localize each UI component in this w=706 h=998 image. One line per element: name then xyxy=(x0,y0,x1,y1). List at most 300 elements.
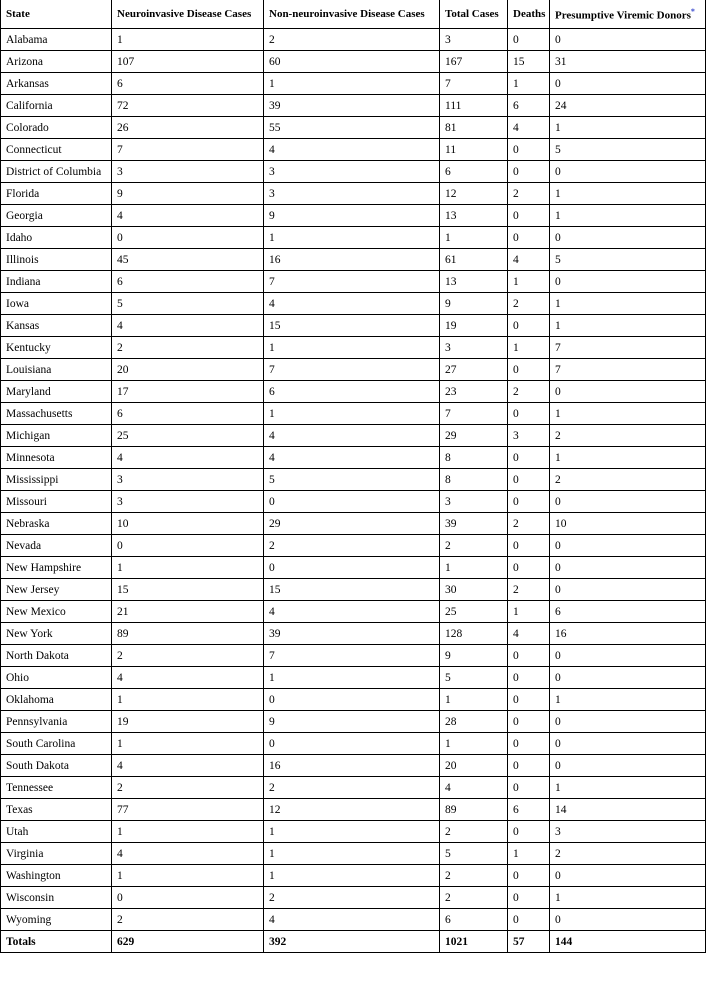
header-neuroinvasive: Neuroinvasive Disease Cases xyxy=(112,0,264,29)
cell-state: Louisiana xyxy=(1,359,112,381)
table-row xyxy=(1,117,706,139)
cell-non-neuroinvasive: 9 xyxy=(264,205,440,227)
header-non-neuroinvasive: Non-neuroinvasive Disease Cases xyxy=(264,0,440,29)
cell-total-cases: 1 xyxy=(440,227,508,249)
cell-state: Wyoming xyxy=(1,909,112,931)
header-deaths: Deaths xyxy=(508,0,550,29)
cell-state: Ohio xyxy=(1,667,112,689)
table-row xyxy=(1,711,706,733)
cell-state: South Dakota xyxy=(1,755,112,777)
table-row xyxy=(1,227,706,249)
cell-state: Alabama xyxy=(1,29,112,51)
cell-deaths: 2 xyxy=(508,579,550,601)
table-row xyxy=(1,601,706,623)
cell-total-cases: 1021 xyxy=(440,931,508,953)
cell-deaths: 6 xyxy=(508,799,550,821)
cell-non-neuroinvasive: 6 xyxy=(264,381,440,403)
cell-non-neuroinvasive: 0 xyxy=(264,689,440,711)
cell-total-cases: 13 xyxy=(440,271,508,293)
cell-viremic-donors: 0 xyxy=(550,755,706,777)
cell-state: Idaho xyxy=(1,227,112,249)
cell-total-cases: 28 xyxy=(440,711,508,733)
cell-viremic-donors: 0 xyxy=(550,733,706,755)
table-row xyxy=(1,51,706,73)
cell-non-neuroinvasive: 4 xyxy=(264,139,440,161)
cell-state: Tennessee xyxy=(1,777,112,799)
cell-neuroinvasive: 20 xyxy=(112,359,264,381)
cell-total-cases: 13 xyxy=(440,205,508,227)
cell-state: District of Columbia xyxy=(1,161,112,183)
cell-viremic-donors: 1 xyxy=(550,403,706,425)
cell-total-cases: 23 xyxy=(440,381,508,403)
cell-non-neuroinvasive: 0 xyxy=(264,491,440,513)
cell-neuroinvasive: 1 xyxy=(112,29,264,51)
cell-deaths: 1 xyxy=(508,337,550,359)
cell-state: North Dakota xyxy=(1,645,112,667)
cell-viremic-donors: 31 xyxy=(550,51,706,73)
table-row xyxy=(1,535,706,557)
cell-viremic-donors: 7 xyxy=(550,337,706,359)
cell-total-cases: 2 xyxy=(440,535,508,557)
table-row xyxy=(1,73,706,95)
cell-total-cases: 3 xyxy=(440,491,508,513)
cell-total-cases: 29 xyxy=(440,425,508,447)
cell-total-cases: 11 xyxy=(440,139,508,161)
cell-viremic-donors: 6 xyxy=(550,601,706,623)
cell-neuroinvasive: 2 xyxy=(112,337,264,359)
cell-deaths: 0 xyxy=(508,733,550,755)
cell-non-neuroinvasive: 1 xyxy=(264,73,440,95)
cell-neuroinvasive: 19 xyxy=(112,711,264,733)
table-row xyxy=(1,557,706,579)
cell-viremic-donors: 0 xyxy=(550,29,706,51)
cell-neuroinvasive: 107 xyxy=(112,51,264,73)
cell-deaths: 0 xyxy=(508,491,550,513)
cell-neuroinvasive: 1 xyxy=(112,821,264,843)
cell-total-cases: 89 xyxy=(440,799,508,821)
table-row xyxy=(1,293,706,315)
cell-non-neuroinvasive: 7 xyxy=(264,359,440,381)
cell-viremic-donors: 1 xyxy=(550,689,706,711)
cell-neuroinvasive: 1 xyxy=(112,689,264,711)
cell-viremic-donors: 0 xyxy=(550,711,706,733)
cell-viremic-donors: 0 xyxy=(550,271,706,293)
cell-state: Georgia xyxy=(1,205,112,227)
cell-total-cases: 9 xyxy=(440,645,508,667)
table-row xyxy=(1,315,706,337)
cell-non-neuroinvasive: 12 xyxy=(264,799,440,821)
table-row xyxy=(1,403,706,425)
table-row xyxy=(1,491,706,513)
cell-neuroinvasive: 6 xyxy=(112,271,264,293)
cell-non-neuroinvasive: 392 xyxy=(264,931,440,953)
cell-total-cases: 81 xyxy=(440,117,508,139)
cell-state: Nebraska xyxy=(1,513,112,535)
table-row xyxy=(1,777,706,799)
cell-viremic-donors: 1 xyxy=(550,777,706,799)
cell-non-neuroinvasive: 4 xyxy=(264,293,440,315)
cell-state: Texas xyxy=(1,799,112,821)
cell-non-neuroinvasive: 55 xyxy=(264,117,440,139)
cell-deaths: 0 xyxy=(508,535,550,557)
cell-neuroinvasive: 2 xyxy=(112,777,264,799)
cell-deaths: 0 xyxy=(508,711,550,733)
cell-neuroinvasive: 21 xyxy=(112,601,264,623)
cell-non-neuroinvasive: 2 xyxy=(264,887,440,909)
cell-non-neuroinvasive: 15 xyxy=(264,315,440,337)
cell-deaths: 4 xyxy=(508,623,550,645)
cell-neuroinvasive: 15 xyxy=(112,579,264,601)
header-total-cases: Total Cases xyxy=(440,0,508,29)
cell-state: Connecticut xyxy=(1,139,112,161)
table-row xyxy=(1,865,706,887)
cell-deaths: 0 xyxy=(508,557,550,579)
cell-deaths: 3 xyxy=(508,425,550,447)
cell-deaths: 0 xyxy=(508,689,550,711)
cell-neuroinvasive: 72 xyxy=(112,95,264,117)
cell-neuroinvasive: 77 xyxy=(112,799,264,821)
cell-state: Mississippi xyxy=(1,469,112,491)
cell-state: Kansas xyxy=(1,315,112,337)
cell-non-neuroinvasive: 16 xyxy=(264,249,440,271)
cell-non-neuroinvasive: 3 xyxy=(264,183,440,205)
table-row xyxy=(1,513,706,535)
cell-non-neuroinvasive: 1 xyxy=(264,865,440,887)
cell-state: South Carolina xyxy=(1,733,112,755)
cell-state: Florida xyxy=(1,183,112,205)
cell-viremic-donors: 0 xyxy=(550,227,706,249)
cell-total-cases: 12 xyxy=(440,183,508,205)
cell-non-neuroinvasive: 7 xyxy=(264,645,440,667)
cell-total-cases: 7 xyxy=(440,403,508,425)
cell-state: Wisconsin xyxy=(1,887,112,909)
cell-deaths: 2 xyxy=(508,293,550,315)
cell-non-neuroinvasive: 2 xyxy=(264,29,440,51)
cell-state: Virginia xyxy=(1,843,112,865)
table-row xyxy=(1,667,706,689)
table-row xyxy=(1,381,706,403)
cell-total-cases: 1 xyxy=(440,689,508,711)
cell-total-cases: 8 xyxy=(440,447,508,469)
cell-state: California xyxy=(1,95,112,117)
cell-neuroinvasive: 17 xyxy=(112,381,264,403)
header-viremic-donors-label: Presumptive Viremic Donors xyxy=(555,9,691,22)
table-row xyxy=(1,139,706,161)
cell-viremic-donors: 1 xyxy=(550,183,706,205)
cell-viremic-donors: 3 xyxy=(550,821,706,843)
cell-non-neuroinvasive: 1 xyxy=(264,227,440,249)
cell-deaths: 0 xyxy=(508,887,550,909)
cell-deaths: 0 xyxy=(508,359,550,381)
cell-deaths: 0 xyxy=(508,29,550,51)
cell-state: New Hampshire xyxy=(1,557,112,579)
cell-total-cases: 61 xyxy=(440,249,508,271)
cell-non-neuroinvasive: 1 xyxy=(264,821,440,843)
cell-total-cases: 1 xyxy=(440,733,508,755)
table-row xyxy=(1,909,706,931)
table-row xyxy=(1,425,706,447)
cell-total-cases: 20 xyxy=(440,755,508,777)
cell-neuroinvasive: 4 xyxy=(112,843,264,865)
cell-non-neuroinvasive: 4 xyxy=(264,601,440,623)
cell-total-cases: 5 xyxy=(440,667,508,689)
cell-viremic-donors: 1 xyxy=(550,887,706,909)
cell-state: Iowa xyxy=(1,293,112,315)
cell-state: Utah xyxy=(1,821,112,843)
cell-viremic-donors: 5 xyxy=(550,139,706,161)
cell-state: New York xyxy=(1,623,112,645)
cell-total-cases: 6 xyxy=(440,161,508,183)
table-row xyxy=(1,469,706,491)
cell-neuroinvasive: 26 xyxy=(112,117,264,139)
cell-total-cases: 39 xyxy=(440,513,508,535)
cell-deaths: 2 xyxy=(508,513,550,535)
cell-deaths: 4 xyxy=(508,117,550,139)
cell-viremic-donors: 2 xyxy=(550,425,706,447)
table-row xyxy=(1,271,706,293)
cell-state: Massachusetts xyxy=(1,403,112,425)
cell-deaths: 15 xyxy=(508,51,550,73)
cell-deaths: 0 xyxy=(508,469,550,491)
cell-deaths: 2 xyxy=(508,183,550,205)
table-row xyxy=(1,579,706,601)
cell-neuroinvasive: 1 xyxy=(112,557,264,579)
cell-total-cases: 7 xyxy=(440,73,508,95)
cell-non-neuroinvasive: 1 xyxy=(264,667,440,689)
table-row xyxy=(1,359,706,381)
cell-neuroinvasive: 3 xyxy=(112,469,264,491)
cell-state: Kentucky xyxy=(1,337,112,359)
cell-total-cases: 4 xyxy=(440,777,508,799)
table-row xyxy=(1,799,706,821)
cell-neuroinvasive: 2 xyxy=(112,645,264,667)
cell-non-neuroinvasive: 39 xyxy=(264,95,440,117)
cell-neuroinvasive: 9 xyxy=(112,183,264,205)
cell-total-cases: 27 xyxy=(440,359,508,381)
cell-neuroinvasive: 0 xyxy=(112,887,264,909)
table-row xyxy=(1,821,706,843)
header-state: State xyxy=(1,0,112,29)
cell-state: Arizona xyxy=(1,51,112,73)
cell-non-neuroinvasive: 15 xyxy=(264,579,440,601)
totals-row xyxy=(1,931,706,953)
cell-state: New Mexico xyxy=(1,601,112,623)
cell-non-neuroinvasive: 1 xyxy=(264,403,440,425)
cell-deaths: 0 xyxy=(508,909,550,931)
cell-non-neuroinvasive: 3 xyxy=(264,161,440,183)
cell-deaths: 0 xyxy=(508,645,550,667)
cell-total-cases: 1 xyxy=(440,557,508,579)
cell-deaths: 0 xyxy=(508,315,550,337)
cell-non-neuroinvasive: 4 xyxy=(264,909,440,931)
cell-total-cases: 2 xyxy=(440,865,508,887)
cell-viremic-donors: 0 xyxy=(550,909,706,931)
cell-neuroinvasive: 629 xyxy=(112,931,264,953)
table-row xyxy=(1,755,706,777)
cell-deaths: 1 xyxy=(508,73,550,95)
cell-neuroinvasive: 25 xyxy=(112,425,264,447)
cell-deaths: 0 xyxy=(508,667,550,689)
cell-state: Colorado xyxy=(1,117,112,139)
cell-total-cases: 167 xyxy=(440,51,508,73)
cell-viremic-donors: 144 xyxy=(550,931,706,953)
cell-non-neuroinvasive: 4 xyxy=(264,425,440,447)
cell-viremic-donors: 0 xyxy=(550,579,706,601)
cell-deaths: 0 xyxy=(508,447,550,469)
cell-deaths: 0 xyxy=(508,205,550,227)
cell-total-cases: 25 xyxy=(440,601,508,623)
cell-state: Nevada xyxy=(1,535,112,557)
cell-total-cases: 8 xyxy=(440,469,508,491)
cell-non-neuroinvasive: 39 xyxy=(264,623,440,645)
table-row xyxy=(1,95,706,117)
cell-non-neuroinvasive: 0 xyxy=(264,733,440,755)
cell-total-cases: 19 xyxy=(440,315,508,337)
table-row xyxy=(1,623,706,645)
cell-viremic-donors: 0 xyxy=(550,667,706,689)
cell-viremic-donors: 0 xyxy=(550,535,706,557)
cell-neuroinvasive: 3 xyxy=(112,161,264,183)
cell-viremic-donors: 7 xyxy=(550,359,706,381)
cell-non-neuroinvasive: 1 xyxy=(264,337,440,359)
cell-viremic-donors: 1 xyxy=(550,315,706,337)
cell-total-cases: 2 xyxy=(440,821,508,843)
table-row xyxy=(1,733,706,755)
cell-state: Missouri xyxy=(1,491,112,513)
cell-viremic-donors: 0 xyxy=(550,161,706,183)
cell-state: Totals xyxy=(1,931,112,953)
table-row xyxy=(1,689,706,711)
cell-neuroinvasive: 4 xyxy=(112,667,264,689)
cell-state: Arkansas xyxy=(1,73,112,95)
cell-deaths: 4 xyxy=(508,249,550,271)
cell-viremic-donors: 16 xyxy=(550,623,706,645)
table-row xyxy=(1,29,706,51)
cell-viremic-donors: 1 xyxy=(550,117,706,139)
cell-total-cases: 6 xyxy=(440,909,508,931)
table-row xyxy=(1,205,706,227)
cell-non-neuroinvasive: 2 xyxy=(264,535,440,557)
table-row xyxy=(1,887,706,909)
cell-deaths: 2 xyxy=(508,381,550,403)
cell-viremic-donors: 0 xyxy=(550,645,706,667)
cell-non-neuroinvasive: 1 xyxy=(264,843,440,865)
cell-neuroinvasive: 4 xyxy=(112,447,264,469)
cell-viremic-donors: 14 xyxy=(550,799,706,821)
cell-neuroinvasive: 4 xyxy=(112,205,264,227)
cell-neuroinvasive: 45 xyxy=(112,249,264,271)
cell-viremic-donors: 1 xyxy=(550,293,706,315)
cell-total-cases: 30 xyxy=(440,579,508,601)
cell-total-cases: 2 xyxy=(440,887,508,909)
table-row xyxy=(1,337,706,359)
cell-non-neuroinvasive: 16 xyxy=(264,755,440,777)
cell-neuroinvasive: 2 xyxy=(112,909,264,931)
cell-total-cases: 9 xyxy=(440,293,508,315)
cell-neuroinvasive: 6 xyxy=(112,403,264,425)
footnote-link[interactable]: * xyxy=(690,6,695,16)
cell-state: New Jersey xyxy=(1,579,112,601)
cell-deaths: 0 xyxy=(508,139,550,161)
cell-deaths: 1 xyxy=(508,601,550,623)
cell-state: Minnesota xyxy=(1,447,112,469)
cell-neuroinvasive: 7 xyxy=(112,139,264,161)
cell-viremic-donors: 1 xyxy=(550,205,706,227)
cell-neuroinvasive: 3 xyxy=(112,491,264,513)
cell-deaths: 0 xyxy=(508,865,550,887)
cell-neuroinvasive: 4 xyxy=(112,315,264,337)
cell-non-neuroinvasive: 7 xyxy=(264,271,440,293)
cell-state: Illinois xyxy=(1,249,112,271)
cell-deaths: 1 xyxy=(508,843,550,865)
header-viremic-donors xyxy=(550,0,706,29)
cell-state: Pennsylvania xyxy=(1,711,112,733)
cell-deaths: 0 xyxy=(508,821,550,843)
table-row xyxy=(1,161,706,183)
cell-non-neuroinvasive: 60 xyxy=(264,51,440,73)
header-row xyxy=(1,0,706,29)
table-row xyxy=(1,249,706,271)
cell-state: Oklahoma xyxy=(1,689,112,711)
cell-non-neuroinvasive: 2 xyxy=(264,777,440,799)
table-row xyxy=(1,183,706,205)
cell-total-cases: 128 xyxy=(440,623,508,645)
cell-total-cases: 5 xyxy=(440,843,508,865)
cell-viremic-donors: 0 xyxy=(550,381,706,403)
cell-neuroinvasive: 0 xyxy=(112,227,264,249)
cell-total-cases: 111 xyxy=(440,95,508,117)
cell-state: Washington xyxy=(1,865,112,887)
cell-viremic-donors: 0 xyxy=(550,73,706,95)
cell-viremic-donors: 1 xyxy=(550,447,706,469)
cell-viremic-donors: 2 xyxy=(550,469,706,491)
table-row xyxy=(1,843,706,865)
cell-deaths: 0 xyxy=(508,403,550,425)
cell-viremic-donors: 0 xyxy=(550,865,706,887)
cell-neuroinvasive: 4 xyxy=(112,755,264,777)
cell-deaths: 6 xyxy=(508,95,550,117)
cell-viremic-donors: 5 xyxy=(550,249,706,271)
cell-deaths: 1 xyxy=(508,271,550,293)
cell-deaths: 0 xyxy=(508,227,550,249)
cell-non-neuroinvasive: 4 xyxy=(264,447,440,469)
cell-neuroinvasive: 0 xyxy=(112,535,264,557)
cell-neuroinvasive: 89 xyxy=(112,623,264,645)
cell-state: Indiana xyxy=(1,271,112,293)
cell-non-neuroinvasive: 5 xyxy=(264,469,440,491)
cell-non-neuroinvasive: 9 xyxy=(264,711,440,733)
cell-deaths: 0 xyxy=(508,755,550,777)
cell-neuroinvasive: 6 xyxy=(112,73,264,95)
cell-viremic-donors: 0 xyxy=(550,557,706,579)
cell-deaths: 57 xyxy=(508,931,550,953)
cell-neuroinvasive: 5 xyxy=(112,293,264,315)
cell-viremic-donors: 0 xyxy=(550,491,706,513)
cell-state: Michigan xyxy=(1,425,112,447)
cell-viremic-donors: 2 xyxy=(550,843,706,865)
cell-neuroinvasive: 10 xyxy=(112,513,264,535)
cell-deaths: 0 xyxy=(508,777,550,799)
cell-viremic-donors: 24 xyxy=(550,95,706,117)
cell-total-cases: 3 xyxy=(440,29,508,51)
cell-state: Maryland xyxy=(1,381,112,403)
cell-non-neuroinvasive: 0 xyxy=(264,557,440,579)
cell-non-neuroinvasive: 29 xyxy=(264,513,440,535)
table-row xyxy=(1,645,706,667)
cell-viremic-donors: 10 xyxy=(550,513,706,535)
cell-deaths: 0 xyxy=(508,161,550,183)
cell-neuroinvasive: 1 xyxy=(112,733,264,755)
